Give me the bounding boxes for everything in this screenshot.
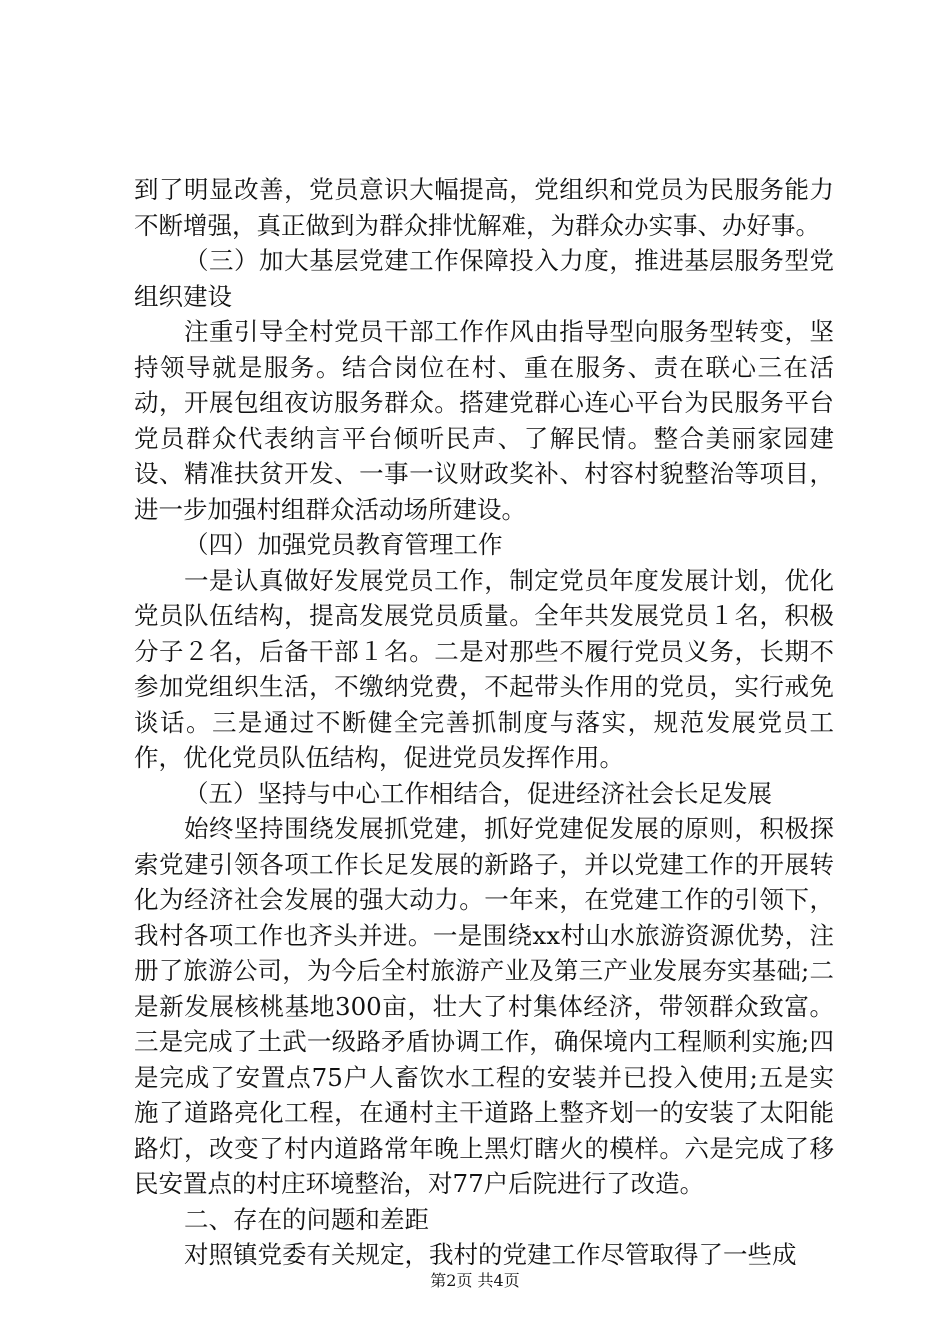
section-heading-5: （五）坚持与中心工作相结合，促进经济社会长足发展	[184, 778, 772, 808]
paragraph-service-party: 注重引导全村党员干部工作作风由指导型向服务型转变，坚持领导就是服务。结合岗位在村、重在服务、责在联心三在活动，开展包组夜访服务群众。搭建党群心连心平台为民服务平台党员群众代表纳言平台倾听民声、了解民情。整合美丽家园建设、精准扶贫开发、一事一议财政奖补、村容村貌整治等项目，进一步加强村组群众活动场所建设。	[134, 317, 834, 524]
section-heading-problems: 二、存在的问题和差距	[184, 1204, 429, 1234]
paragraph-member-education: 一是认真做好发展党员工作，制定党员年度发展计划，优化党员队伍结构，提高发展党员质量。全年共发展党员１名，积极分子２名，后备干部１名。二是对那些不履行党员义务，长期不参加党组织生活，不缴纳党费，不起带头作用的党员，实行戒免谈话。三是通过不断健全完善抓制度与落实，规范发展党员工作，优化党员队伍结构，促进党员发挥作用。	[134, 565, 834, 772]
paragraph-problems-intro: 对照镇党委有关规定，我村的党建工作尽管取得了一些成	[184, 1240, 797, 1269]
section-heading-4: （四）加强党员教育管理工作	[184, 530, 503, 559]
paragraph-continuation: 到了明显改善，党员意识大幅提高，党组织和党员为民服务能力不断增强，真正做到为群众排忧解难，为群众办实事、办好事。	[134, 175, 834, 240]
paragraph-economic-development: 始终坚持围绕发展抓党建，抓好党建促发展的原则，积极探索党建引领各项工作长足发展的新路子，并以党建工作的开展转化为经济社会发展的强大动力。一年来，在党建工作的引领下，我村各项工作也齐头并进。一是围绕xx村山水旅游资源优势，注册了旅游公司，为今后全村旅游产业及第三产业发展夯实基础;二是新发展核桃基地300亩，壮大了村集体经济，带领群众致富。三是完成了土武一级路矛盾协调工作，确保境内工程顺利实施;四是完成了安置点75户人畜饮水工程的安装并已投入使用;五是实施了道路亮化工程，在通村主干道路上整齐划一的安装了太阳能路灯，改变了村内道路常年晚上黑灯瞎火的模样。六是完成了移民安置点的村庄环境整治，对77户后院进行了改造。	[134, 814, 834, 1198]
page-footer: 第2页 共4页	[430, 1271, 520, 1290]
section-heading-3: （三）加大基层党建工作保障投入力度，推进基层服务型党组织建设	[134, 246, 834, 311]
document-body	[134, 172, 834, 1273]
